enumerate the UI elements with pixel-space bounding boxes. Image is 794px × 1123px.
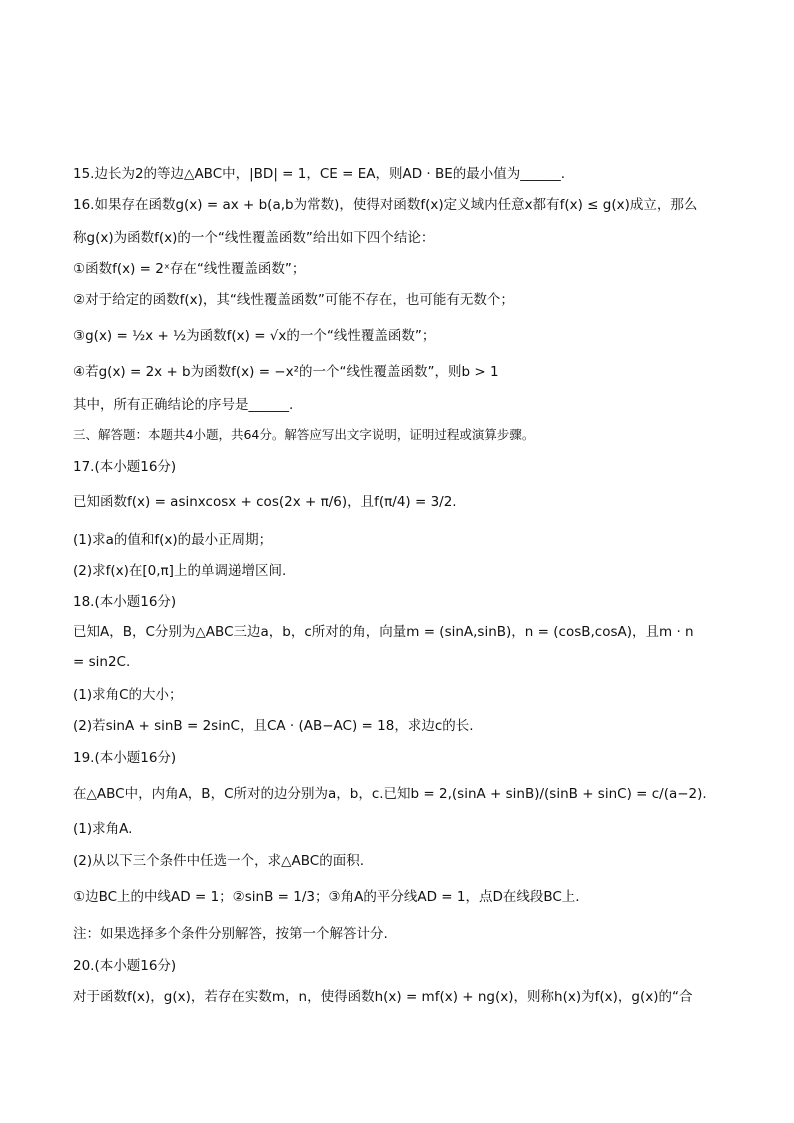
problem-17-given: 已知函数f(x) = asinxcosx + cos(2x + π/6)，且f(π/4) = 3/2.: [73, 494, 457, 510]
statement-1: ①函数f(x) = 2ˣ存在“线性覆盖函数”；: [73, 261, 306, 277]
problem-17-part-2: (2)求f(x)在[0,π]上的单调递增区间.: [73, 563, 287, 579]
problem-18-header: 18.(本小题16分): [73, 594, 177, 610]
problem-20-header: 20.(本小题16分): [73, 958, 177, 974]
problem-16-line-1: 16.如果存在函数g(x) = ax + b(a,b为常数)，使得对函数f(x)定义域内任意x都有f(x) ≤ g(x)成立，那么: [73, 197, 698, 213]
problem-18-part-1: (1)求角C的大小；: [73, 687, 183, 703]
statement-4: ④若g(x) = 2x + b为函数f(x) = −x²的一个“线性覆盖函数”，则b > 1: [73, 364, 499, 380]
problem-19-conditions: ①边BC上的中线AD = 1；②sinB = 1/3；③角A的平分线AD = 1，点D在线段BC上.: [73, 889, 580, 905]
problem-19-note: 注：如果选择多个条件分别解答，按第一个解答计分.: [73, 926, 388, 942]
statement-2: ②对于给定的函数f(x)，其“线性覆盖函数”可能不存在，也可能有无数个；: [73, 292, 514, 308]
problem-18-given-line-1: 已知A，B，C分别为△ABC三边a，b，c所对的角，向量m = (sinA,sinB)，n = (cosB,cosA)，且m · n: [73, 624, 694, 640]
statement-3: ③g(x) = ½x + ½为函数f(x) = √x的一个“线性覆盖函数”；: [73, 328, 436, 344]
problem-16-question: 其中，所有正确结论的序号是______.: [73, 397, 294, 413]
problem-19-header: 19.(本小题16分): [73, 750, 177, 766]
problem-17-header: 17.(本小题16分): [73, 459, 177, 475]
problem-19-part-2: (2)从以下三个条件中任选一个，求△ABC的面积.: [73, 853, 364, 869]
problem-20-given: 对于函数f(x)，g(x)，若存在实数m，n，使得函数h(x) = mf(x) + ng(x)，则称h(x)为f(x)，g(x)的“合: [73, 989, 693, 1005]
problem-19-part-1: (1)求角A.: [73, 821, 133, 837]
problem-17-part-1: (1)求a的值和f(x)的最小正周期；: [73, 532, 273, 548]
problem-18-given-line-2: = sin2C.: [73, 654, 131, 670]
problem-19-given: 在△ABC中，内角A，B，C所对的边分别为a，b，c.已知b = 2,(sinA + sinB)/(sinB + sinC) = c/(a−2).: [73, 786, 707, 802]
problem-15: 15.边长为2的等边△ABC中，|BD| = 1，CE = EA，则AD · BE的最小值为______.: [73, 166, 566, 182]
section-heading: 三、解答题：本题共4小题，共64分。解答应写出文字说明，证明过程或演算步骤。: [73, 427, 535, 442]
problem-16-line-2: 称g(x)为函数f(x)的一个“线性覆盖函数”给出如下四个结论：: [73, 230, 435, 246]
problem-18-part-2: (2)若sinA + sinB = 2sinC，且CA · (AB−AC) = 18，求边c的长.: [73, 718, 474, 734]
